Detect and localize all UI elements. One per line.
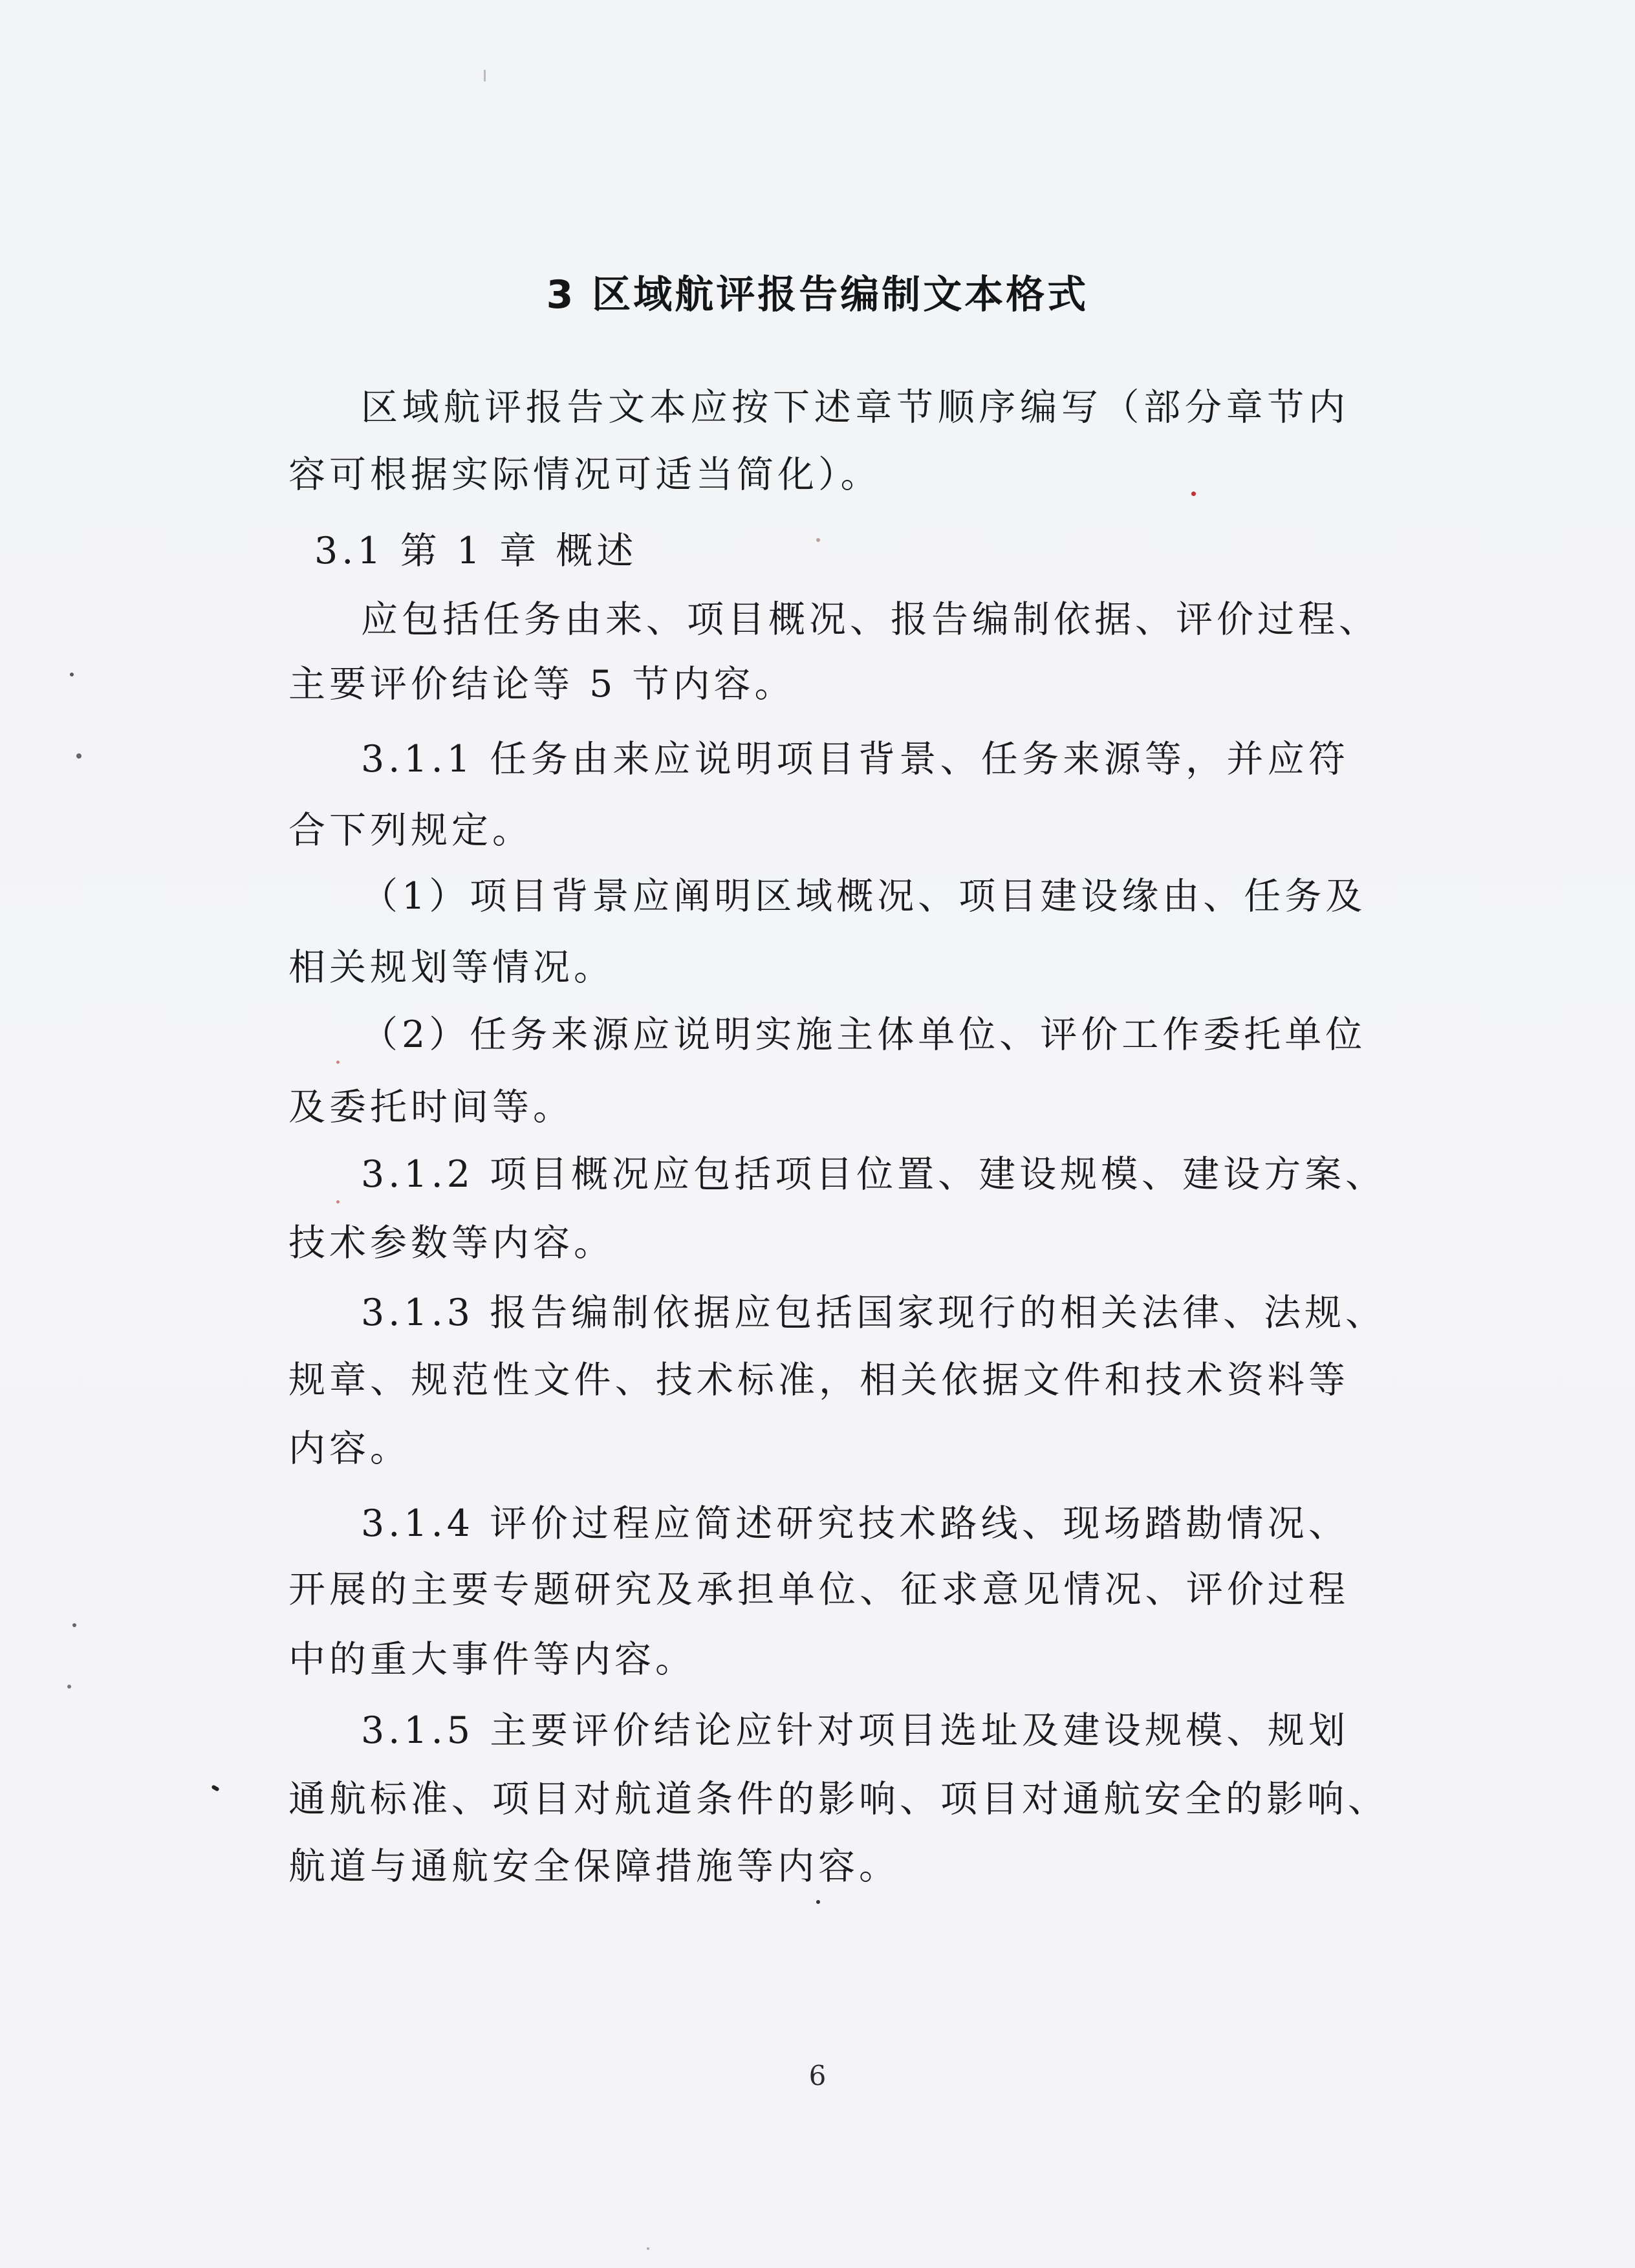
paragraph-line: 应包括任务由来、项目概况、报告编制依据、评价过程、 — [361, 598, 1380, 641]
paragraph-line: 3.1.1 任务由来应说明项目背景、任务来源等，并应符 — [361, 738, 1349, 781]
paragraph-line: 3.1.3 报告编制依据应包括国家现行的相关法律、法规、 — [361, 1291, 1387, 1334]
paragraph-line: 3.1.4 评价过程应简述研究技术路线、现场踏勘情况、 — [361, 1502, 1349, 1545]
paragraph-line: 规章、规范性文件、技术标准，相关依据文件和技术资料等 — [288, 1359, 1349, 1401]
paragraph-line: 内容。 — [288, 1427, 411, 1470]
paragraph-line: 3.1.5 主要评价结论应针对项目选址及建设规模、规划 — [361, 1709, 1349, 1752]
paragraph-line: 航道与通航安全保障措施等内容。 — [288, 1845, 900, 1888]
paragraph-line: 中的重大事件等内容。 — [288, 1638, 696, 1681]
paragraph-line: 主要评价结论等 5 节内容。 — [288, 663, 796, 706]
paragraph-line: 区域航评报告文本应按下述章节顺序编写（部分章节内 — [361, 386, 1349, 429]
paragraph-line: （1）项目背景应阐明区域概况、项目建设缘由、任务及 — [361, 875, 1367, 918]
paragraph-line: 及委托时间等。 — [288, 1086, 574, 1129]
paragraph-line: 开展的主要专题研究及承担单位、征求意见情况、评价过程 — [288, 1568, 1349, 1611]
paragraph-line: 容可根据实际情况可适当简化）。 — [288, 453, 882, 496]
section-heading: 3.1 第 1 章 概述 — [314, 530, 638, 572]
paragraph-line: 通航标准、项目对航道条件的影响、项目对通航安全的影响、 — [288, 1778, 1389, 1820]
paragraph-line: 相关规划等情况。 — [288, 946, 614, 989]
paragraph-line: 技术参数等内容。 — [288, 1222, 614, 1264]
section-title: 3 区域航评报告编制文本格式 — [546, 272, 1089, 318]
paragraph-line: 3.1.2 项目概况应包括项目位置、建设规模、建设方案、 — [361, 1153, 1387, 1196]
page-number: 6 — [808, 2060, 827, 2091]
paragraph-line: 合下列规定。 — [288, 809, 533, 852]
paragraph-line: （2）任务来源应说明实施主体单位、评价工作委托单位 — [361, 1013, 1367, 1056]
